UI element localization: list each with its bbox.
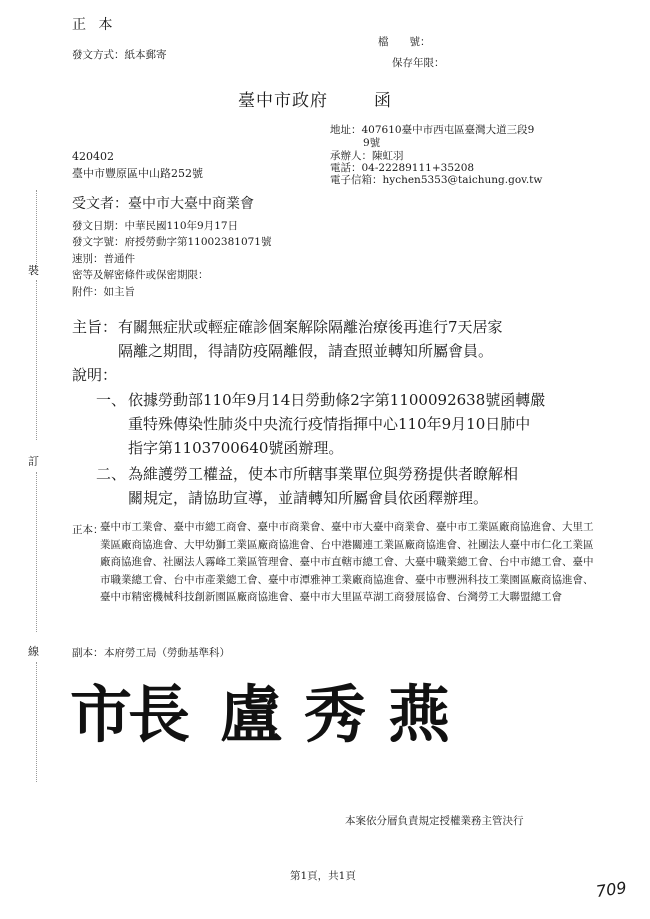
retention-label: 保存年限： xyxy=(392,57,445,69)
cc-main-list: 臺中市工業會、臺中市總工商會、臺中市商業會、臺中市大臺中商業會、臺中市工業區廠商協進會、大里工業區廠商協進會、大甲幼獅工業區廠商協進會、台中港關連工業區廠商協進會、社團法人臺中市仁化工業區廠商協進會、社團法人霧峰工業區管理會、臺中市直轄市總工會、大臺中職業總工會、台中市總工會、臺中市職業總工會、台中市產業總工會、臺中市潭雅神工業廠商協進會、臺中市豐洲科技工業園區廠商協進會、臺中市精密機械科技創新園區廠商協進會、臺中市大里區草湖工商發展協會、台灣勞工大聯盟總工會 xyxy=(100,521,594,603)
explanation-item-1-line-3: 指字第1103700640號函辦理。 xyxy=(128,439,344,457)
recipient: 受文者：臺中市大臺中商業會 xyxy=(72,196,254,212)
binding-dotted-line xyxy=(36,662,37,782)
doc-speed: 速別：普通件 xyxy=(72,253,135,265)
recipient-street: 臺中市豐原區中山路252號 xyxy=(72,167,203,180)
explanation-item-1-line-2: 重特殊傳染性肺炎中央流行疫情指揮中心110年9月10日肺中 xyxy=(128,415,531,433)
binding-mark-2: 訂 xyxy=(28,455,39,468)
file-no-label: 檔 號： xyxy=(378,36,431,48)
signature-title: 市長 xyxy=(70,678,187,751)
copy-type: 正 本 xyxy=(72,17,117,33)
explanation-item-2-line-2: 關規定，請協助宣導，並請轉知所屬會員依函釋辦理。 xyxy=(128,489,489,507)
sender-phone: 電話：04-22289111+35208 xyxy=(330,162,475,174)
explanation-label: 說明： xyxy=(72,366,118,384)
doc-secrecy: 密等及解密條件或保密期限： xyxy=(72,269,209,281)
binding-dotted-line xyxy=(36,280,37,440)
explanation-item-2-num: 二、 xyxy=(96,465,127,483)
sender-contact: 承辦人：陳虹羽 xyxy=(330,150,404,162)
signature-name: 盧秀燕 xyxy=(220,678,473,751)
doc-title-org: 臺中市政府 xyxy=(238,91,328,111)
sender-email: 電子信箱：hychen5353@taichung.gov.tw xyxy=(330,174,543,186)
doc-attachment: 附件：如主旨 xyxy=(72,286,135,298)
cc-copy-label: 副本： xyxy=(72,647,104,659)
subject-line-2: 隔離之期間，得請防疫隔離假，請查照並轉知所屬會員。 xyxy=(118,342,494,360)
binding-dotted-line xyxy=(36,190,37,270)
delegation-note: 本案依分層負責規定授權業務主管決行 xyxy=(345,815,524,827)
subject-label: 主旨： xyxy=(72,318,118,336)
recipient-postal: 420402 xyxy=(72,150,114,163)
binding-mark-1: 裝 xyxy=(28,264,39,277)
explanation-item-1-num: 一、 xyxy=(96,391,127,409)
cc-copy-text: 本府勞工局（勞動基準科） xyxy=(104,647,230,659)
page-number: 第1頁，共1頁 xyxy=(290,870,356,882)
binding-mark-3: 線 xyxy=(28,645,39,658)
sender-address: 地址：407610臺中市西屯區臺灣大道三段9 xyxy=(330,124,535,136)
handwritten-number: 709 xyxy=(594,877,628,902)
doc-number: 發文字號：府授勞動字第11002381071號 xyxy=(72,236,272,248)
explanation-item-2-line-1: 為維護勞工權益，使本市所轄事業單位與勞務提供者瞭解相 xyxy=(128,465,519,483)
explanation-item-1-line-1: 依據勞動部110年9月14日勞動條2字第1100092638號函轉嚴 xyxy=(128,391,546,409)
cc-main-label: 正本： xyxy=(72,524,104,536)
doc-title-type: 函 xyxy=(374,91,392,111)
sender-address-cont: 9號 xyxy=(363,137,381,149)
send-method: 發文方式：紙本郵寄 xyxy=(72,49,167,61)
binding-dotted-line xyxy=(36,472,37,632)
doc-date: 發文日期：中華民國110年9月17日 xyxy=(72,220,239,232)
subject-line-1: 有關無症狀或輕症確診個案解除隔離治療後再進行7天居家 xyxy=(118,318,503,336)
